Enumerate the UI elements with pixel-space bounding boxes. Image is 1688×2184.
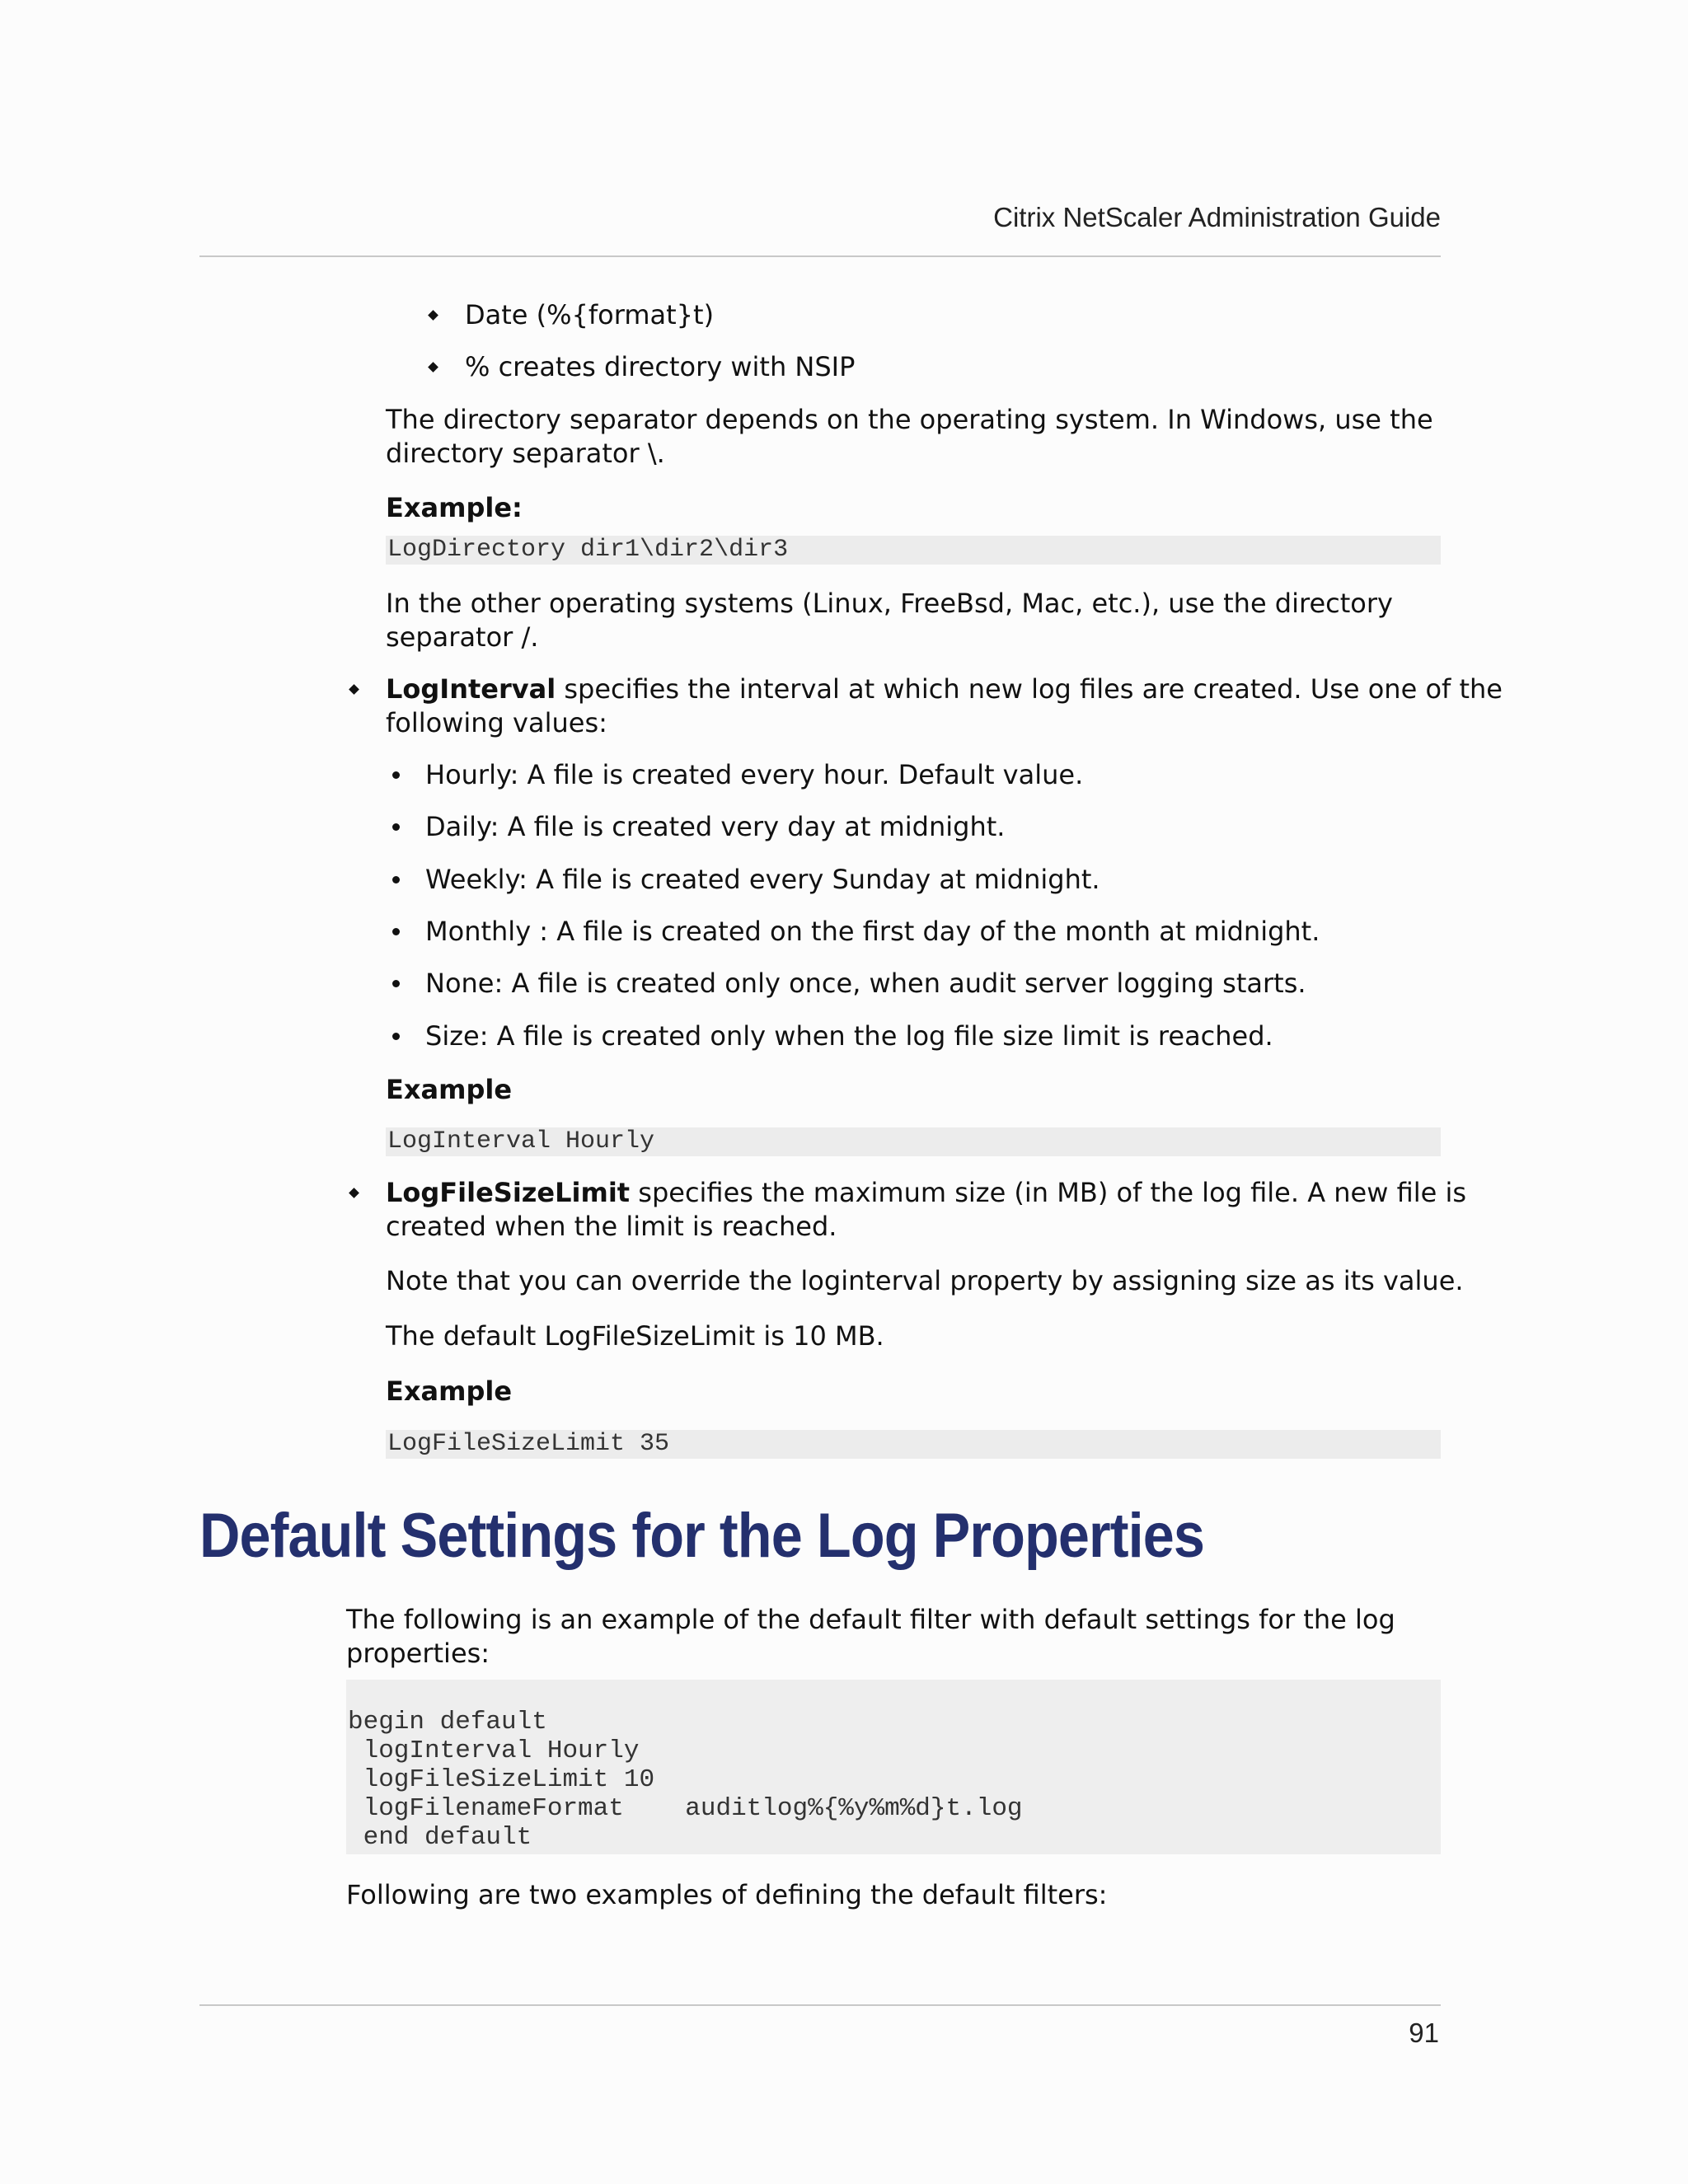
loginterval-value: Monthly : A file is created on the first day of the month at midnight. [425,916,1320,947]
logfilesizelimit-desc: specifies the maximum size (in MB) of the log file. A new file is [630,1177,1467,1208]
section-closing: Following are two examples of defining the default filters: [346,1879,1108,1910]
bullet-dot-icon [392,1033,400,1040]
loginterval-desc: specifies the interval at which new log files are created. Use one of the [556,673,1503,705]
code-line: logFilenameFormat auditlog%{%y%m%d}t.log [348,1794,1023,1823]
other-os-para-line2: separator /. [386,621,539,653]
bullet-dot-icon [392,928,400,935]
code-logdirectory: LogDirectory dir1\dir2\dir3 [386,536,1441,565]
default-filter-code-block [346,1680,1441,1854]
loginterval-desc-line2: following values: [386,707,607,738]
code-line: logInterval Hourly [348,1736,640,1765]
example-label: Example: [386,492,523,523]
logfilesizelimit-desc-line2: created when the limit is reached. [386,1211,837,1242]
code-loginterval: LogInterval Hourly [386,1127,1441,1156]
diamond-bullet-icon [428,310,438,321]
logfilesizelimit-term: LogFileSizeLimit [386,1177,631,1208]
example-label: Example [386,1074,513,1105]
bullet-date: Date (%{format}t) [465,299,715,330]
code-line: begin default [348,1708,547,1736]
bullet-dot-icon [392,980,400,987]
loginterval-value: Size: A file is created only when the log file size limit is reached. [425,1020,1273,1052]
loginterval-value: Daily: A file is created very day at midnight. [425,811,1006,842]
footer-rule [199,2004,1441,2006]
separator-para-line1: The directory separator depends on the operating system. In Windows, use the [386,404,1433,435]
header-rule [199,255,1441,257]
code-logfilesizelimit: LogFileSizeLimit 35 [386,1430,1441,1459]
code-line: logFileSizeLimit 10 [348,1765,655,1794]
diamond-bullet-icon [349,684,359,695]
diamond-bullet-icon [428,362,438,373]
loginterval-value: None: A file is created only once, when audit server logging starts. [425,968,1306,999]
bullet-dot-icon [392,876,400,883]
bullet-dot-icon [392,823,400,831]
bullet-dot-icon [392,771,400,779]
logfilesizelimit-default: The default LogFileSizeLimit is 10 MB. [386,1320,884,1352]
example-label: Example [386,1376,513,1407]
loginterval-term: LogInterval [386,673,556,705]
bullet-nsip: % creates directory with NSIP [465,351,856,382]
page-number: 91 [1409,2018,1439,2048]
loginterval-desc-line1 [386,673,1503,706]
section-intro-line2: properties: [346,1638,490,1669]
section-heading: Default Settings for the Log Properties [199,1501,1205,1571]
loginterval-value: Hourly: A file is created every hour. Default value. [425,759,1084,790]
separator-para-line2: directory separator \. [386,438,665,469]
running-header: Citrix NetScaler Administration Guide [993,202,1441,232]
other-os-para-line1: In the other operating systems (Linux, FreeBsd, Mac, etc.), use the directory [386,588,1393,619]
logfilesizelimit-note: Note that you can override the loginterval property by assigning size as its value. [386,1265,1464,1296]
code-line: end default [348,1823,532,1852]
section-intro-line1: The following is an example of the default filter with default settings for the log [346,1604,1395,1635]
diamond-bullet-icon [349,1188,359,1198]
loginterval-value: Weekly: A file is created every Sunday at midnight. [425,864,1100,895]
logfilesizelimit-desc-line1 [386,1176,1466,1210]
